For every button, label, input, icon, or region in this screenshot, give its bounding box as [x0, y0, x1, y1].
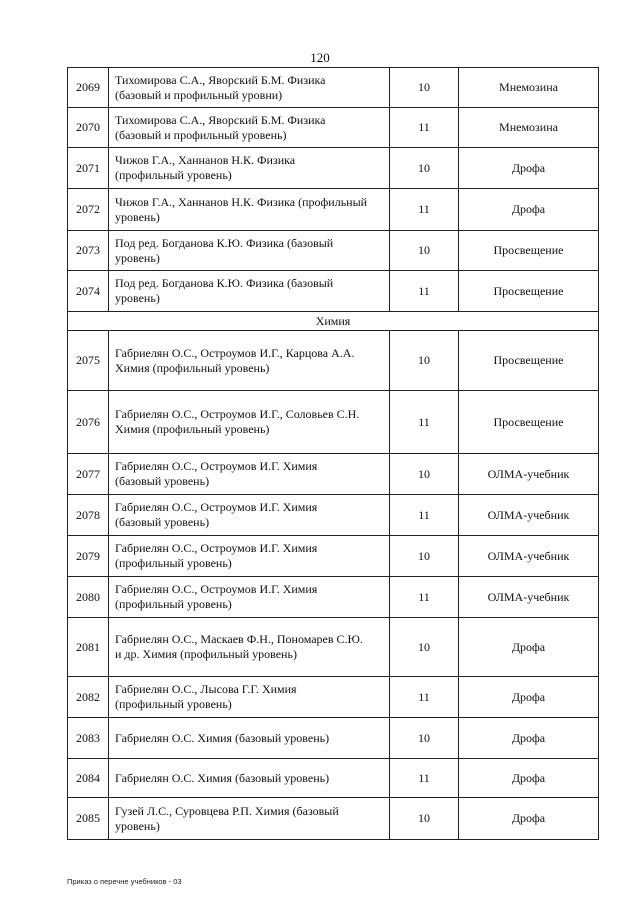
item-publisher: Просвещение — [459, 391, 599, 454]
item-publisher: ОЛМА-учебник — [459, 536, 599, 577]
item-number: 2076 — [68, 391, 109, 454]
item-title-line-2: (базовый и профильный уровни) — [115, 87, 283, 102]
item-grade: 10 — [390, 454, 459, 495]
item-title — [109, 68, 390, 108]
item-title — [109, 677, 390, 718]
table-row — [68, 391, 599, 454]
item-title — [109, 618, 390, 677]
item-title — [109, 148, 390, 189]
item-publisher: Дрофа — [459, 759, 599, 798]
item-number: 2081 — [68, 618, 109, 677]
item-title-line-1: Габриелян О.С., Остроумов И.Г. Химия — [115, 582, 318, 596]
item-title-line-1: Чижов Г.А., Ханнанов Н.К. Физика (профильный — [115, 194, 368, 209]
item-grade: 11 — [390, 189, 459, 231]
item-publisher: Просвещение — [459, 331, 599, 391]
item-publisher: Дрофа — [459, 618, 599, 677]
item-grade: 11 — [390, 271, 459, 312]
item-title — [109, 331, 390, 391]
table-row — [68, 148, 599, 189]
item-publisher: Просвещение — [459, 231, 599, 271]
item-grade: 10 — [390, 148, 459, 189]
item-title — [109, 536, 390, 577]
item-grade: 11 — [390, 495, 459, 536]
item-title-line-1: Габриелян О.С., Остроумов И.Г., Соловьев С.Н. — [115, 407, 360, 421]
item-title-line-2: уровень) — [115, 250, 160, 265]
item-title — [109, 718, 390, 759]
table-row — [68, 718, 599, 759]
table-row — [68, 331, 599, 391]
item-publisher: Дрофа — [459, 677, 599, 718]
item-title-line-2: (профильный уровень) — [115, 597, 232, 611]
item-title-line-1: Под ред. Богданова К.Ю. Физика (базовый — [115, 276, 334, 290]
item-title-line-2: (базовый и профильный уровень) — [115, 127, 287, 142]
table-row — [68, 618, 599, 677]
item-title-line-1: Чижов Г.А., Ханнанов Н.К. Физика — [115, 153, 296, 167]
section-row — [68, 312, 599, 331]
item-title — [109, 189, 390, 231]
footer-text: Приказ о перечне учебников - 03 — [67, 877, 182, 886]
item-title-line-1: Габриелян О.С. Химия (базовый уровень) — [115, 770, 330, 785]
item-title-line-1: Габриелян О.С., Маскаев Ф.Н., Пономарев С.Ю. — [115, 632, 363, 646]
item-title — [109, 759, 390, 798]
item-title-line-1: Тихомирова С.А., Яворский Б.М. Физика — [115, 72, 326, 87]
item-title-line-2: Химия (профильный уровень) — [115, 422, 270, 436]
table-row — [68, 68, 599, 108]
item-number: 2083 — [68, 718, 109, 759]
item-title — [109, 454, 390, 495]
item-grade: 11 — [390, 677, 459, 718]
item-number: 2072 — [68, 189, 109, 231]
item-title — [109, 108, 390, 148]
item-title-line-2: Химия (профильный уровень) — [115, 360, 270, 375]
item-number: 2085 — [68, 798, 109, 840]
item-publisher: Мнемозина — [459, 108, 599, 148]
item-number: 2078 — [68, 495, 109, 536]
item-publisher: Просвещение — [459, 271, 599, 312]
item-grade: 10 — [390, 618, 459, 677]
item-title-line-1: Гузей Л.С., Суровцева Р.П. Химия (базовый — [115, 803, 339, 818]
table-row — [68, 271, 599, 312]
item-title-line-2: уровень) — [115, 291, 160, 305]
item-title-line-1: Габриелян О.С., Лысова Г.Г. Химия — [115, 682, 297, 696]
table-row — [68, 759, 599, 798]
item-title — [109, 391, 390, 454]
item-title — [109, 271, 390, 312]
textbook-table — [67, 67, 599, 840]
item-number: 2079 — [68, 536, 109, 577]
item-publisher: Дрофа — [459, 798, 599, 840]
item-title — [109, 577, 390, 618]
item-title-line-2: и др. Химия (профильный уровень) — [115, 647, 297, 661]
item-title-line-1: Тихомирова С.А., Яворский Б.М. Физика — [115, 112, 326, 127]
table-row — [68, 536, 599, 577]
item-publisher: Дрофа — [459, 148, 599, 189]
item-number: 2077 — [68, 454, 109, 495]
item-title-line-1: Под ред. Богданова К.Ю. Физика (базовый — [115, 235, 334, 250]
item-title-line-1: Габриелян О.С., Остроумов И.Г. Химия — [115, 459, 318, 473]
table-row — [68, 231, 599, 271]
table-body — [68, 68, 599, 840]
table-row — [68, 677, 599, 718]
page-number: 120 — [310, 50, 330, 65]
item-publisher: ОЛМА-учебник — [459, 454, 599, 495]
item-number: 2075 — [68, 331, 109, 391]
item-publisher: ОЛМА-учебник — [459, 577, 599, 618]
item-title-line-1: Габриелян О.С., Остроумов И.Г., Карцова А.А. — [115, 345, 355, 360]
item-title-line-1: Габриелян О.С., Остроумов И.Г. Химия — [115, 541, 318, 555]
item-title-line-2: (базовый уровень) — [115, 515, 210, 529]
item-number: 2074 — [68, 271, 109, 312]
item-title-line-1: Габриелян О.С., Остроумов И.Г. Химия — [115, 500, 318, 514]
item-grade: 11 — [390, 391, 459, 454]
item-grade: 11 — [390, 759, 459, 798]
item-number: 2073 — [68, 231, 109, 271]
item-grade: 10 — [390, 231, 459, 271]
item-number: 2070 — [68, 108, 109, 148]
table-row — [68, 495, 599, 536]
item-title — [109, 495, 390, 536]
item-title — [109, 231, 390, 271]
item-grade: 10 — [390, 536, 459, 577]
item-grade: 10 — [390, 718, 459, 759]
item-number: 2082 — [68, 677, 109, 718]
item-publisher: Дрофа — [459, 718, 599, 759]
table-row — [68, 108, 599, 148]
item-title-line-2: уровень) — [115, 818, 160, 833]
item-publisher: Мнемозина — [459, 68, 599, 108]
item-grade: 11 — [390, 577, 459, 618]
item-title-line-2: (профильный уровень) — [115, 556, 232, 570]
table-row — [68, 577, 599, 618]
item-number: 2084 — [68, 759, 109, 798]
item-title-line-2: (профильный уровень) — [115, 697, 232, 711]
item-publisher: Дрофа — [459, 189, 599, 231]
item-grade: 10 — [390, 68, 459, 108]
section-heading: Химия — [68, 312, 599, 331]
item-title-line-2: уровень) — [115, 209, 160, 224]
item-title-line-1: Габриелян О.С. Химия (базовый уровень) — [115, 730, 330, 745]
item-title — [109, 798, 390, 840]
table-row — [68, 798, 599, 840]
item-title-line-2: (базовый уровень) — [115, 474, 210, 488]
item-grade: 11 — [390, 108, 459, 148]
table-row — [68, 189, 599, 231]
item-number: 2071 — [68, 148, 109, 189]
item-number: 2080 — [68, 577, 109, 618]
item-grade: 10 — [390, 331, 459, 391]
table-row — [68, 454, 599, 495]
item-publisher: ОЛМА-учебник — [459, 495, 599, 536]
item-grade: 10 — [390, 798, 459, 840]
item-number: 2069 — [68, 68, 109, 108]
item-title-line-2: (профильный уровень) — [115, 168, 232, 182]
